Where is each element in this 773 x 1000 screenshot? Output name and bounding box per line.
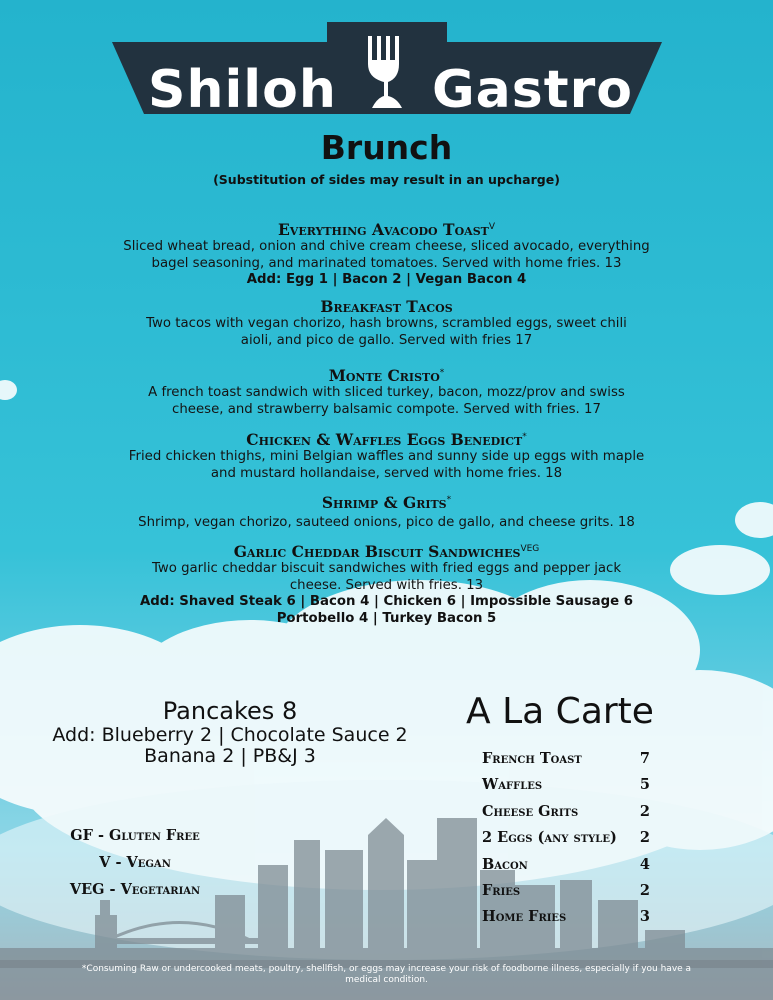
menu-item-chicken-waffles xyxy=(60,428,713,482)
a-la-carte-title: A La Carte xyxy=(466,691,654,732)
row-name: Home Fries xyxy=(482,908,567,925)
logo-text-right: Gastro xyxy=(432,60,633,120)
fork-icon xyxy=(362,34,412,114)
a-la-carte-row xyxy=(482,803,654,829)
menu-item-monte-cristo xyxy=(60,364,713,418)
row-name: 2 Eggs (any style) xyxy=(482,829,617,846)
row-name: Fries xyxy=(482,882,521,899)
pancakes-title: Pancakes 8 xyxy=(162,697,298,725)
row-price: 3 xyxy=(639,908,650,925)
row-price: 5 xyxy=(639,776,650,793)
row-name: Waffles xyxy=(482,776,543,793)
a-la-carte-row xyxy=(482,856,654,882)
row-price: 2 xyxy=(639,829,650,846)
a-la-carte-row xyxy=(482,750,654,776)
item-title: Garlic Cheddar Biscuit Sandwiches$^{VEG}$ xyxy=(233,542,540,562)
row-name: Bacon xyxy=(482,856,528,873)
diet-legend xyxy=(50,822,220,903)
item-description: Two garlic cheddar biscuit sandwiches with fried eggs and pepper jack xyxy=(151,561,622,577)
menu-item-breakfast-tacos xyxy=(60,298,713,349)
item-description: Two tacos with vegan chorizo, hash browns, scrambled eggs, sweet chili xyxy=(146,316,627,331)
a-la-carte-row xyxy=(482,776,654,802)
menu-section-title: Brunch xyxy=(320,128,453,167)
pancakes-section xyxy=(20,697,440,767)
item-description: cheese. Served with fries. 13 xyxy=(289,577,484,593)
item-title: Everything Avacodo Toast$^V$ xyxy=(277,220,495,240)
row-price: 2 xyxy=(639,882,650,899)
item-mark: VEG xyxy=(520,544,540,554)
item-description: and mustard hollandaise, served with home fries. 18 xyxy=(210,465,563,481)
menu-item-biscuit-sandwiches xyxy=(60,540,713,627)
item-addons: Add: Shaved Steak 6 | Bacon 4 | Chicken 6 | Impossible Sausage 6 xyxy=(140,594,633,610)
item-mark: V xyxy=(488,222,495,232)
item-title: Monte Cristo* xyxy=(328,366,445,386)
legend-gf: GF - Gluten Free xyxy=(70,827,200,844)
logo-banner xyxy=(112,22,662,120)
item-mark: * xyxy=(522,432,527,442)
item-addons: Add: Egg 1 | Bacon 2 | Vegan Bacon 4 xyxy=(246,272,527,288)
item-title: Breakfast Tacos xyxy=(320,297,453,316)
logo-text-left: Shiloh xyxy=(148,60,337,120)
row-name: French Toast xyxy=(482,750,582,767)
item-description: bagel seasoning, and marinated tomatoes. Served with home fries. 13 xyxy=(151,255,622,271)
substitution-note: (Substitution of sides may result in an upcharge) xyxy=(213,172,560,187)
disclaimer-text: *Consuming Raw or undercooked meats, poultry, shellfish, or eggs may increase your risk of foodborne illness, especially if you have a medical condition. xyxy=(81,964,692,985)
item-addons: Portobello 4 | Turkey Bacon 5 xyxy=(276,610,497,626)
item-title: Shrimp & Grits* xyxy=(321,493,452,513)
legend-v: V - Vegan xyxy=(99,854,171,871)
a-la-carte-row xyxy=(482,882,654,908)
item-mark: * xyxy=(446,495,452,505)
item-description: aioli, and pico de gallo. Served with fries 17 xyxy=(240,332,533,348)
menu-item-shrimp-grits xyxy=(60,491,713,532)
footer-disclaimer xyxy=(0,960,773,1000)
row-price: 4 xyxy=(639,856,650,873)
a-la-carte-row xyxy=(482,908,654,934)
item-description: Sliced wheat bread, onion and chive cream cheese, sliced avocado, everything xyxy=(123,239,650,255)
menu-item-avocado-toast xyxy=(60,218,713,289)
row-price: 2 xyxy=(639,803,650,820)
pancakes-addons: Add: Blueberry 2 | Chocolate Sauce 2 xyxy=(52,724,408,746)
item-description: A french toast sandwich with sliced turkey, bacon, mozz/prov and swiss xyxy=(148,385,625,401)
item-description: Fried chicken thighs, mini Belgian waffles and sunny side up eggs with maple xyxy=(128,449,645,465)
item-mark: * xyxy=(439,368,445,378)
row-price: 7 xyxy=(639,750,650,767)
row-name: Cheese Grits xyxy=(482,803,579,820)
item-title: Chicken & Waffles Eggs Benedict* xyxy=(246,430,527,450)
pancakes-addons: Banana 2 | PB&J 3 xyxy=(144,745,316,767)
a-la-carte-row xyxy=(482,829,654,855)
item-description: cheese, and strawberry balsamic compote. Served with fries. 17 xyxy=(172,401,601,417)
legend-veg: VEG - Vegetarian xyxy=(69,881,201,898)
item-description: Shrimp, vegan chorizo, sauteed onions, pico de gallo, and cheese grits. 18 xyxy=(138,515,635,531)
